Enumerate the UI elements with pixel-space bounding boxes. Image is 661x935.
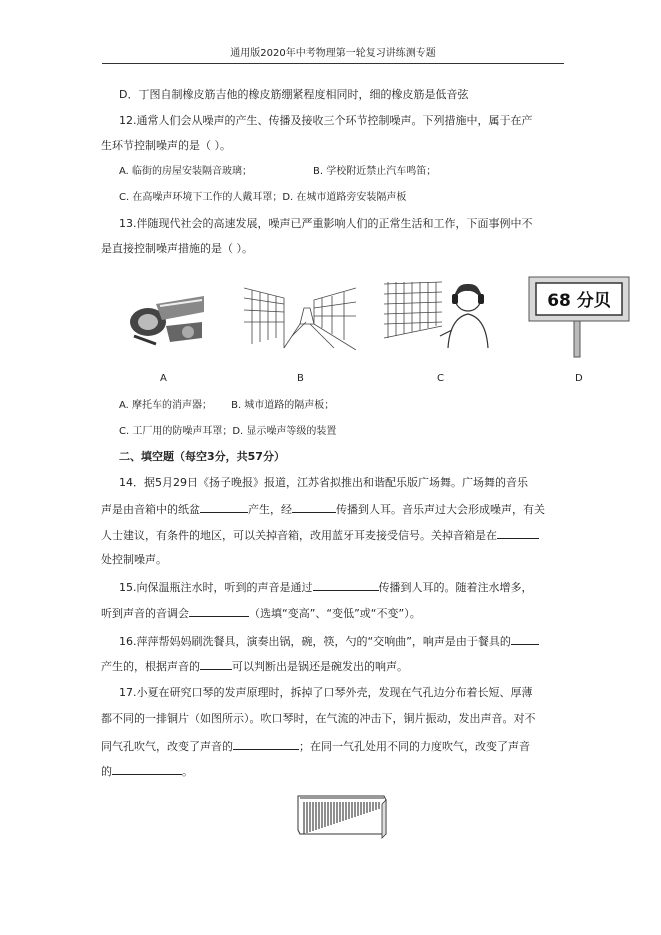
q17-text-d: 。 (182, 765, 193, 778)
q17-line4 (101, 763, 193, 779)
worker-earmuffs-image (382, 278, 492, 350)
q17-text-b: ；在同一气孔处用不同的力度吹气，改变了声音 (299, 740, 530, 753)
q16-text-b: 产生的，根据声音的 (101, 660, 200, 673)
q15-text-d: （选填“变高”、“变低”或“不变”）。 (249, 607, 421, 620)
q14-line3 (101, 527, 539, 543)
q16-blank-1 (511, 633, 539, 645)
q13-options-cd: C. 工厂用的防噪声耳罩；D. 显示噪声等级的装置 (119, 426, 337, 437)
q16-line2 (101, 658, 408, 674)
fig-label-b: B (297, 373, 304, 384)
fig-label-d: D (575, 373, 583, 384)
fig-label-c: C (437, 373, 444, 384)
q15-blank-2 (189, 605, 249, 617)
q13-stem-line1: 13.伴随现代社会的高速发展，噪声已严重影响人们的正常生活和工作，下面事例中不 (119, 217, 533, 230)
q14-text-d: 人士建议，有条件的地区，可以关掉音箱，改用蓝牙耳麦接受信号。关掉音箱是在 (101, 529, 497, 542)
q17-blank-1 (233, 738, 299, 750)
q17-text-a: 同气孔吹气，改变了声音的 (101, 740, 233, 753)
q12-stem-line1: 12.通常人们会从噪声的产生、传播及接收三个环节控制噪声。下列措施中，属于在产 (119, 114, 533, 127)
q15-text-c: 听到声音的音调会 (101, 607, 189, 620)
fig-label-a: A (160, 373, 167, 384)
q17-blank-2 (112, 763, 182, 775)
q15-text-b: 传播到人耳的。随着注水增多， (378, 581, 533, 594)
q16-text-c: 可以判断出是锅还是碗发出的响声。 (232, 660, 408, 673)
motorcycle-muffler-image (126, 286, 206, 346)
q15-line2 (101, 605, 421, 621)
road-sound-barrier-image (244, 278, 356, 350)
q17-line3 (101, 738, 530, 754)
q12-option-b: B. 学校附近禁止汽车鸣笛； (313, 166, 437, 177)
q15-line1 (119, 579, 533, 595)
q16-line1 (119, 633, 539, 649)
q14-line2 (101, 501, 545, 517)
q12-stem-line2: 生环节控制噪声的是（ ）。 (101, 139, 231, 152)
page-header: 通用版2020年中考物理第一轮复习讲练测专题 (102, 44, 564, 64)
q13-options-ab: A. 摩托车的消声器； B. 城市道路的隔声板； (119, 400, 335, 411)
q17-text-c: 的 (101, 765, 112, 778)
q14-blank-3 (497, 527, 539, 539)
q16-blank-2 (200, 658, 232, 670)
q14-line4: 处控制噪声。 (101, 553, 167, 566)
q11-option-d: D．丁图自制橡皮筋吉他的橡皮筋绷紧程度相同时，细的橡皮筋是低音弦 (119, 88, 469, 101)
harmonica-reeds-image (296, 790, 388, 842)
sign-text: 68 分贝 (547, 291, 611, 311)
q14-text-c: 传播到人耳。音乐声过大会形成噪声，有关 (336, 503, 545, 516)
q12-option-cd: C. 在高噪声环境下工作的人戴耳罩；D. 在城市道路旁安装隔声板 (119, 192, 407, 203)
q14-line1: 14．据5月29日《扬子晚报》报道，江苏省拟推出和谐配乐版广场舞。广场舞的音乐 (119, 476, 528, 489)
q15-text-a: 15.向保温瓶注水时，听到的声音是通过 (119, 581, 313, 594)
q14-text-b: 产生，经 (248, 503, 292, 516)
q14-blank-1 (200, 501, 248, 513)
q17-line2: 都不同的一排铜片（如图所示）。吹口琴时，在气流的冲击下，铜片振动，发出声音。对不 (101, 712, 536, 725)
section-2-heading: 二、填空题（每空3分，共57分） (119, 450, 285, 463)
q14-text-a: 声是由音箱中的纸盆 (101, 503, 200, 516)
q14-blank-2 (292, 501, 336, 513)
q15-blank-1 (313, 579, 379, 591)
q16-text-a: 16.萍萍帮妈妈刷洗餐具，演奏出锅，碗，筷，勺的“交响曲”，响声是由于餐具的 (119, 635, 511, 648)
noise-display-sign-image (528, 276, 630, 358)
q13-stem-line2: 是直接控制噪声措施的是（ ）。 (101, 242, 253, 255)
q12-option-a: A. 临街的房屋安装隔音玻璃； (119, 166, 253, 177)
q17-line1: 17.小夏在研究口琴的发声原理时，拆掉了口琴外壳，发现在气孔边分布着长短、厚薄 (119, 686, 533, 699)
